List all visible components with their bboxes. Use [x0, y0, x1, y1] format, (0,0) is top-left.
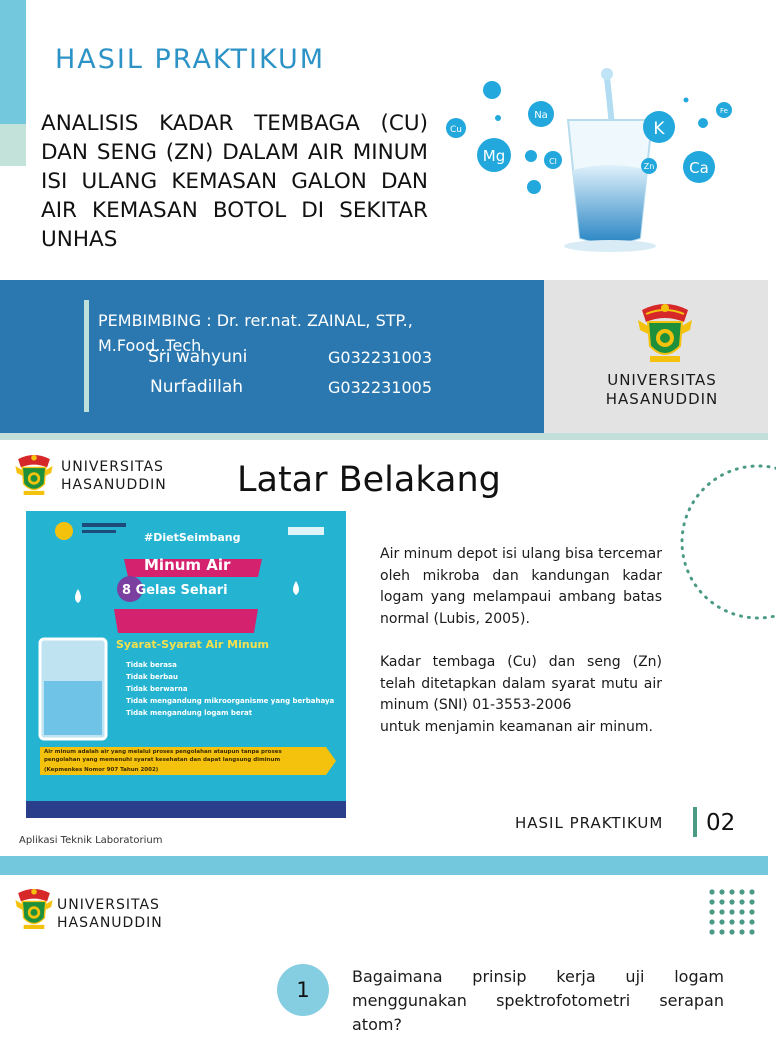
university-name-line2: HASANUDDIN [61, 477, 167, 493]
member-id: G032231003 [328, 348, 433, 367]
image-caption: Aplikasi Teknik Laboratorium [19, 835, 163, 846]
svg-text:K: K [653, 119, 665, 139]
footer-label: HASIL PRAKTIKUM [515, 814, 664, 832]
svg-text:Fe: Fe [720, 107, 728, 115]
university-name-line1: UNIVERSITAS [607, 371, 717, 389]
svg-text:Cl: Cl [549, 157, 557, 166]
paragraph: Air minum depot isi ulang bisa tercemar oleh mikroba dan kandungan kadar logam yang melampaui ambang batas normal (Lubis, 2005). [380, 546, 662, 627]
slide-subtitle: ANALISIS KADAR TEMBAGA (CU) DAN SENG (ZN) DALAM AIR MINUM ISI ULANG KEMASAN GALON DAN AIR KEMASAN BOTOL DI SEKITAR UNHAS [41, 111, 428, 252]
university-name-line2: HASANUDDIN [605, 390, 719, 408]
svg-text:Ca: Ca [689, 159, 709, 177]
member-name: Sri wahyuni [148, 347, 248, 367]
accent-bar-mint [0, 124, 26, 166]
slide-title: HASIL PRAKTIKUM [55, 44, 326, 75]
member-id: G032231005 [328, 378, 433, 397]
poster-list-item: Tidak mengandung logam berat [126, 709, 253, 717]
body-text [380, 544, 662, 738]
health-poster-image [26, 511, 346, 818]
poster-section-title: Syarat-Syarat Air Minum [116, 638, 270, 651]
university-name [596, 371, 728, 409]
poster-list-item: Tidak berwarna [126, 685, 188, 693]
droplet-icon [601, 68, 613, 80]
svg-text:Cu: Cu [450, 125, 462, 135]
title-slide [0, 0, 768, 440]
dot-grid-decoration [706, 886, 758, 938]
slide-divider [0, 433, 768, 440]
poster-subheadline: 8 Gelas Sehari [122, 583, 228, 598]
university-logo-icon [636, 300, 694, 366]
poster-list-item: Tidak mengandung mikroorganisme yang berbahaya [126, 697, 335, 705]
footer-divider [693, 807, 697, 837]
poster-note-ref: (Kepmenkes Nomor 907 Tahun 2002) [44, 767, 159, 773]
paragraph: untuk menjamin keamanan air minum. [380, 718, 653, 735]
page-number: 02 [706, 810, 736, 836]
svg-text:Na: Na [534, 110, 548, 121]
divider-line [84, 300, 89, 412]
university-name [57, 896, 163, 932]
question-number-badge: 1 [277, 964, 329, 1016]
question-text: Bagaimana prinsip kerja uji logam menggunakan spektrofotometri serapan atom? [352, 967, 724, 1034]
poster-hashtag: #DietSeimbang [144, 531, 241, 544]
poster-headline: Minum Air [144, 556, 231, 574]
slide-heading: Latar Belakang [237, 460, 501, 500]
poster-list-item: Tidak berbau [126, 673, 178, 681]
poster-note: Air minum adalah air yang melalui proses pengolahan ataupun tanpa proses pengolahan yang memenuhi syarat kesehatan dan dapat langsung diminum [44, 749, 282, 763]
poster-list [126, 659, 334, 719]
university-logo-icon [14, 452, 54, 498]
university-name [61, 458, 167, 494]
slide-divider [0, 856, 768, 875]
water-glass-illustration [440, 60, 740, 260]
question-slide [0, 856, 768, 1034]
university-name-line2: HASANUDDIN [57, 915, 163, 931]
svg-text:Mg: Mg [482, 147, 506, 165]
svg-text:Zn: Zn [643, 162, 655, 171]
dotted-circle-decoration [676, 462, 776, 622]
university-logo-icon [14, 886, 54, 932]
background-slide [0, 440, 768, 856]
university-name-line1: UNIVERSITAS [61, 459, 164, 475]
university-name-line1: UNIVERSITAS [57, 897, 160, 913]
member-name: Nurfadillah [150, 377, 244, 397]
poster-list-item: Tidak berasa [126, 661, 177, 669]
paragraph: Kadar tembaga (Cu) dan seng (Zn) telah ditetapkan dalam syarat mutu air minum (SNI) 01-3553-2006 [380, 653, 662, 714]
accent-bar [0, 0, 26, 124]
supervisor-text: PEMBIMBING : Dr. rer.nat. ZAINAL, STP., M.Food..Tech [98, 311, 413, 355]
